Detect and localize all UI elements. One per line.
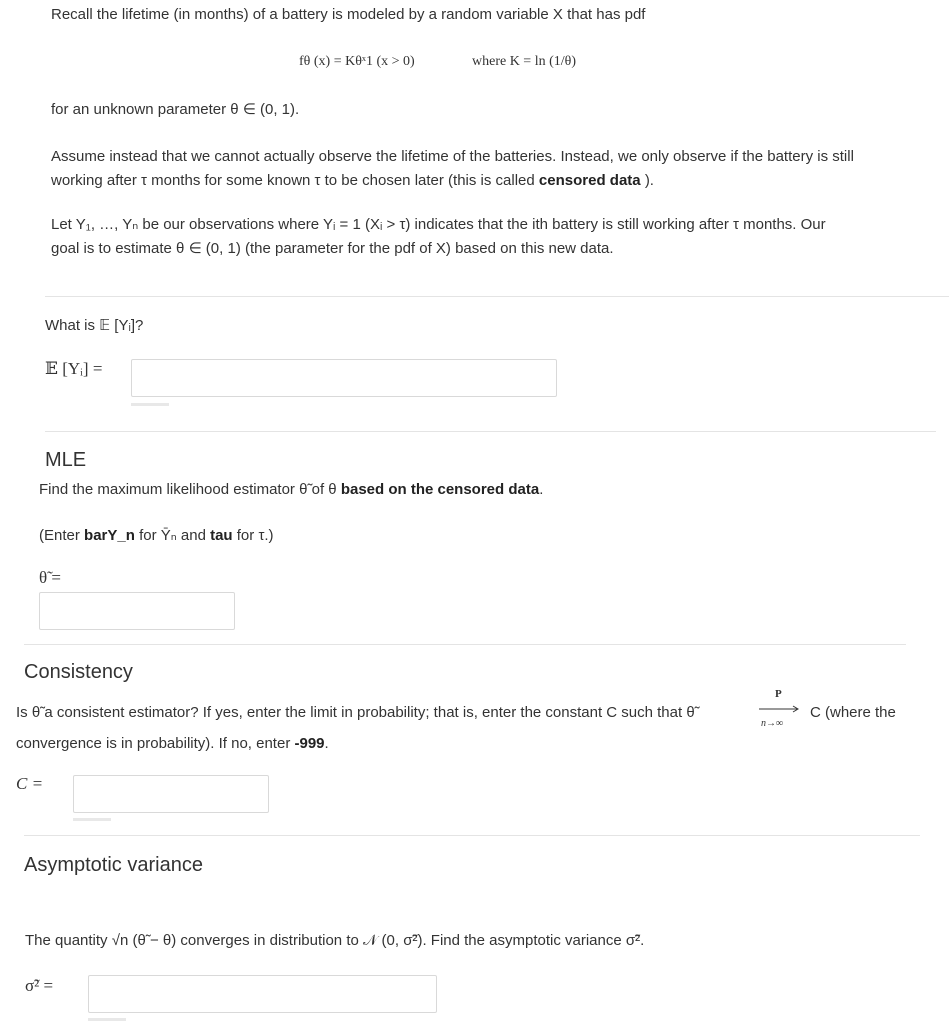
divider: [45, 296, 949, 297]
asymptotic-input[interactable]: [88, 975, 437, 1013]
consistency-text-line1-end: C (where the: [810, 704, 896, 721]
mle-instruction: Find the maximum likelihood estimator θ̃ of θ based on the censored data.: [39, 481, 544, 498]
consistency-preview-stub: [73, 818, 111, 821]
pdf-where-clause: where K = ln (1/θ): [472, 54, 577, 69]
mle-heading: MLE: [45, 449, 87, 471]
convergence-arrow: [757, 688, 805, 732]
consistency-heading: Consistency: [24, 661, 133, 683]
mle-label: θ̃ =: [39, 568, 61, 587]
consistency-input[interactable]: [73, 775, 269, 813]
intro-text: Recall the lifetime (in months) of a battery is modeled by a random variable X that has pdf: [51, 6, 646, 23]
consistency-text-line1: Is θ̃ a consistent estimator? If yes, enter the limit in probability; that is, enter the constant C such that θ̃: [16, 704, 695, 721]
censor-text-line1: Assume instead that we cannot actually observe the lifetime of the batteries. Instead, we only observe if the battery is still: [51, 148, 854, 165]
asymptotic-heading: Asymptotic variance: [24, 854, 203, 876]
expectation-input[interactable]: [131, 359, 557, 397]
asymptotic-text: The quantity √n (θ̃ − θ) converges in distribution to 𝒩 (0, σ̃²). Find the asymptotic variance σ̃².: [25, 932, 645, 949]
asymptotic-label: σ̃² =: [25, 976, 54, 995]
consistency-text-line2: convergence is in probability). If no, enter -999.: [16, 735, 329, 752]
observations-text-line1: Let Y₁, …, Yₙ be our observations where Yᵢ = 1 (Xᵢ > τ) indicates that the ith battery is still working after τ months. Our: [51, 216, 826, 233]
observations-text-line2: goal is to estimate θ ∈ (0, 1) (the parameter for the pdf of X) based on this new data.: [51, 240, 614, 257]
divider: [24, 835, 920, 836]
expectation-preview-stub: [131, 403, 169, 406]
asymptotic-preview-stub: [88, 1018, 126, 1021]
pdf-formula: fθ (x) = Kθˣ1 (x > 0): [299, 54, 415, 69]
mle-hint: (Enter barY_n for Ȳₙ and tau for τ.): [39, 527, 274, 544]
arrow-label-top: P: [775, 688, 782, 700]
right-arrow-icon: [757, 704, 803, 714]
consistency-label: C =: [16, 774, 44, 793]
divider: [45, 431, 936, 432]
expectation-question: What is 𝔼 [Yᵢ]?: [45, 317, 144, 334]
mle-input[interactable]: [39, 592, 235, 630]
arrow-label-bottom: n→∞: [761, 718, 784, 729]
censor-text-line2: working after τ months for some known τ to be chosen later (this is called censored data ).: [51, 172, 654, 189]
divider: [24, 644, 906, 645]
parameter-text: for an unknown parameter θ ∈ (0, 1).: [51, 101, 300, 118]
expectation-label: 𝔼 [Yᵢ] =: [45, 359, 103, 378]
